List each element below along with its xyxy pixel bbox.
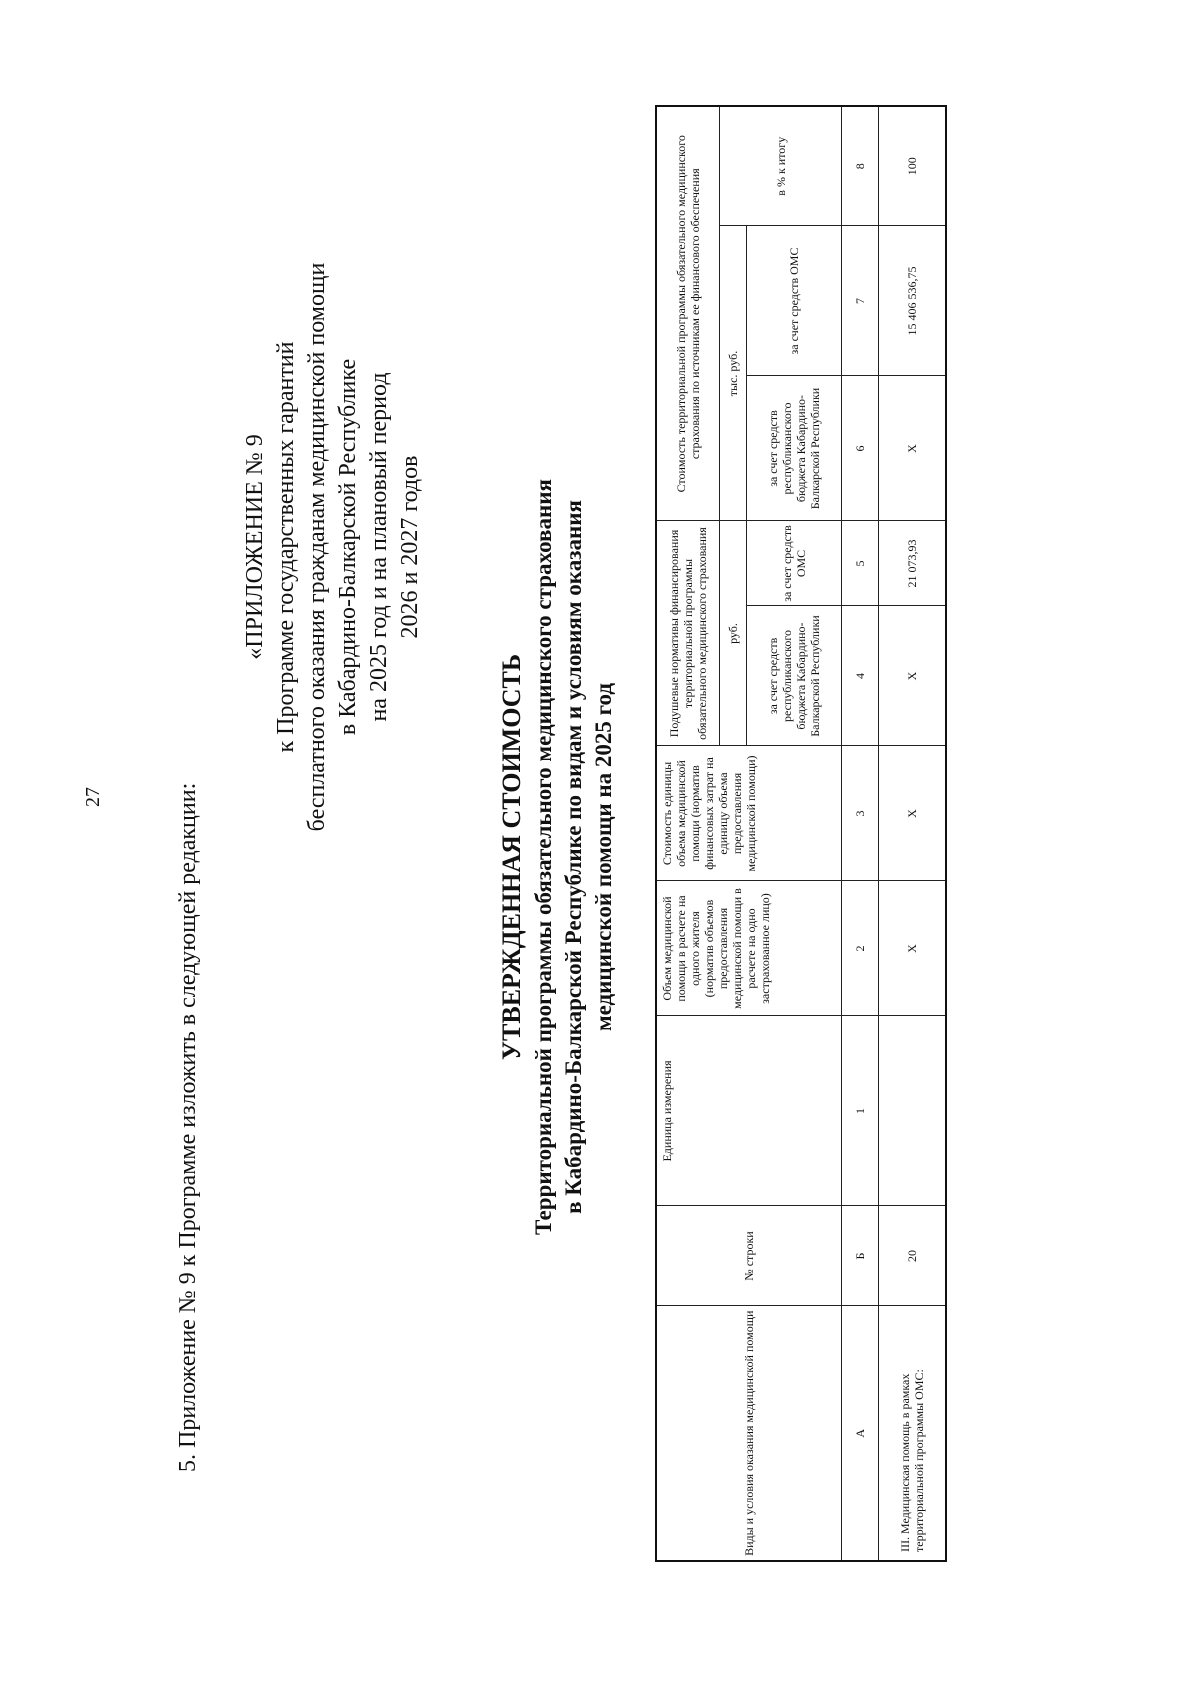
header-col-1: Единица измерения [656,1016,842,1206]
appendix-line: «ПРИЛОЖЕНИЕ № 9 [242,434,268,660]
numbering-cell: 6 [842,376,879,521]
row-label: III. Медицинская помощь в рамках территориальной программы ОМС: [879,1306,947,1561]
header-col-4: за счет средств республиканского бюджета Кабардино-Балкарской Республики [747,606,842,746]
numbering-cell: 8 [842,106,879,226]
title-line: в Кабардино-Балкарской Республике по видам и условиям оказания [561,500,586,1214]
row-volume: X [879,881,947,1016]
document-title [495,297,619,1417]
header-unit-rub: руб. [720,521,747,746]
header-col-2: Объем медицинской помощи в расчете на одного жителя (норматив объемов предоставления медицинской помощи в расчете на одно застрахованное лицо) [656,881,842,1016]
header-col-8: в % к итогу [720,106,842,226]
intro-paragraph: 5. Приложение № 9 к Программе изложить в следующей редакции: [175,782,201,1472]
numbering-cell: 4 [842,606,879,746]
header-unit-thousand: тыс. руб. [720,226,747,521]
numbering-cell: А [842,1306,879,1561]
appendix-line: в Кабардино-Балкарской Республике [335,358,361,736]
numbering-row [842,106,879,1561]
row-unit-cost: X [879,746,947,881]
title-main: УТВЕРЖДЕННАЯ СТОИМОСТЬ [497,653,526,1061]
appendix-line: к Программе государственных гарантий [273,341,299,753]
title-line: Территориальной программы обязательного медицинского страхования [531,479,556,1235]
numbering-cell: Б [842,1206,879,1306]
numbering-cell: 7 [842,226,879,376]
appendix-header [240,237,426,857]
header-row-1 [656,106,720,1561]
table-row [879,106,947,1561]
header-group-cost: Стоимость территориальной программы обязательного медицинского страхования по источникам ее финансового обеспечения [656,106,720,521]
row-percent: 100 [879,106,947,226]
header-group-norm: Подушевые нормативы финансирования территориальной программы обязательного медицинского страхования [656,521,720,746]
numbering-cell: 3 [842,746,879,881]
row-norm-budget: X [879,606,947,746]
row-cost-budget: X [879,376,947,521]
appendix-line: 2026 и 2027 годов [397,455,423,639]
header-col-5: за счет средств ОМС [747,521,842,606]
cost-table [655,105,947,1562]
row-unit [879,1016,947,1206]
numbering-cell: 2 [842,881,879,1016]
title-subtitle [529,297,619,1417]
numbering-cell: 1 [842,1016,879,1206]
header-col-b: № строки [656,1206,842,1306]
row-norm-oms: 21 073,93 [879,521,947,606]
header-col-3: Стоимость единицы объема медицинской помощи (норматив финансовых затрат на единицу объема предоставления медицинской помощи) [656,746,842,881]
header-col-6: за счет средств республиканского бюджета Кабардино-Балкарской Республики [747,376,842,521]
header-col-7: за счет средств ОМС [747,226,842,376]
numbering-cell: 5 [842,521,879,606]
row-cost-oms: 15 406 536,75 [879,226,947,376]
title-line: медицинской помощи на 2025 год [591,682,616,1032]
page-number: 27 [82,787,104,807]
header-col-a: Виды и условия оказания медицинской помощи [656,1306,842,1561]
appendix-line: на 2025 год и на плановый период [366,372,392,722]
appendix-line: бесплатного оказания гражданам медицинской помощи [304,262,330,832]
row-line-number: 20 [879,1206,947,1306]
